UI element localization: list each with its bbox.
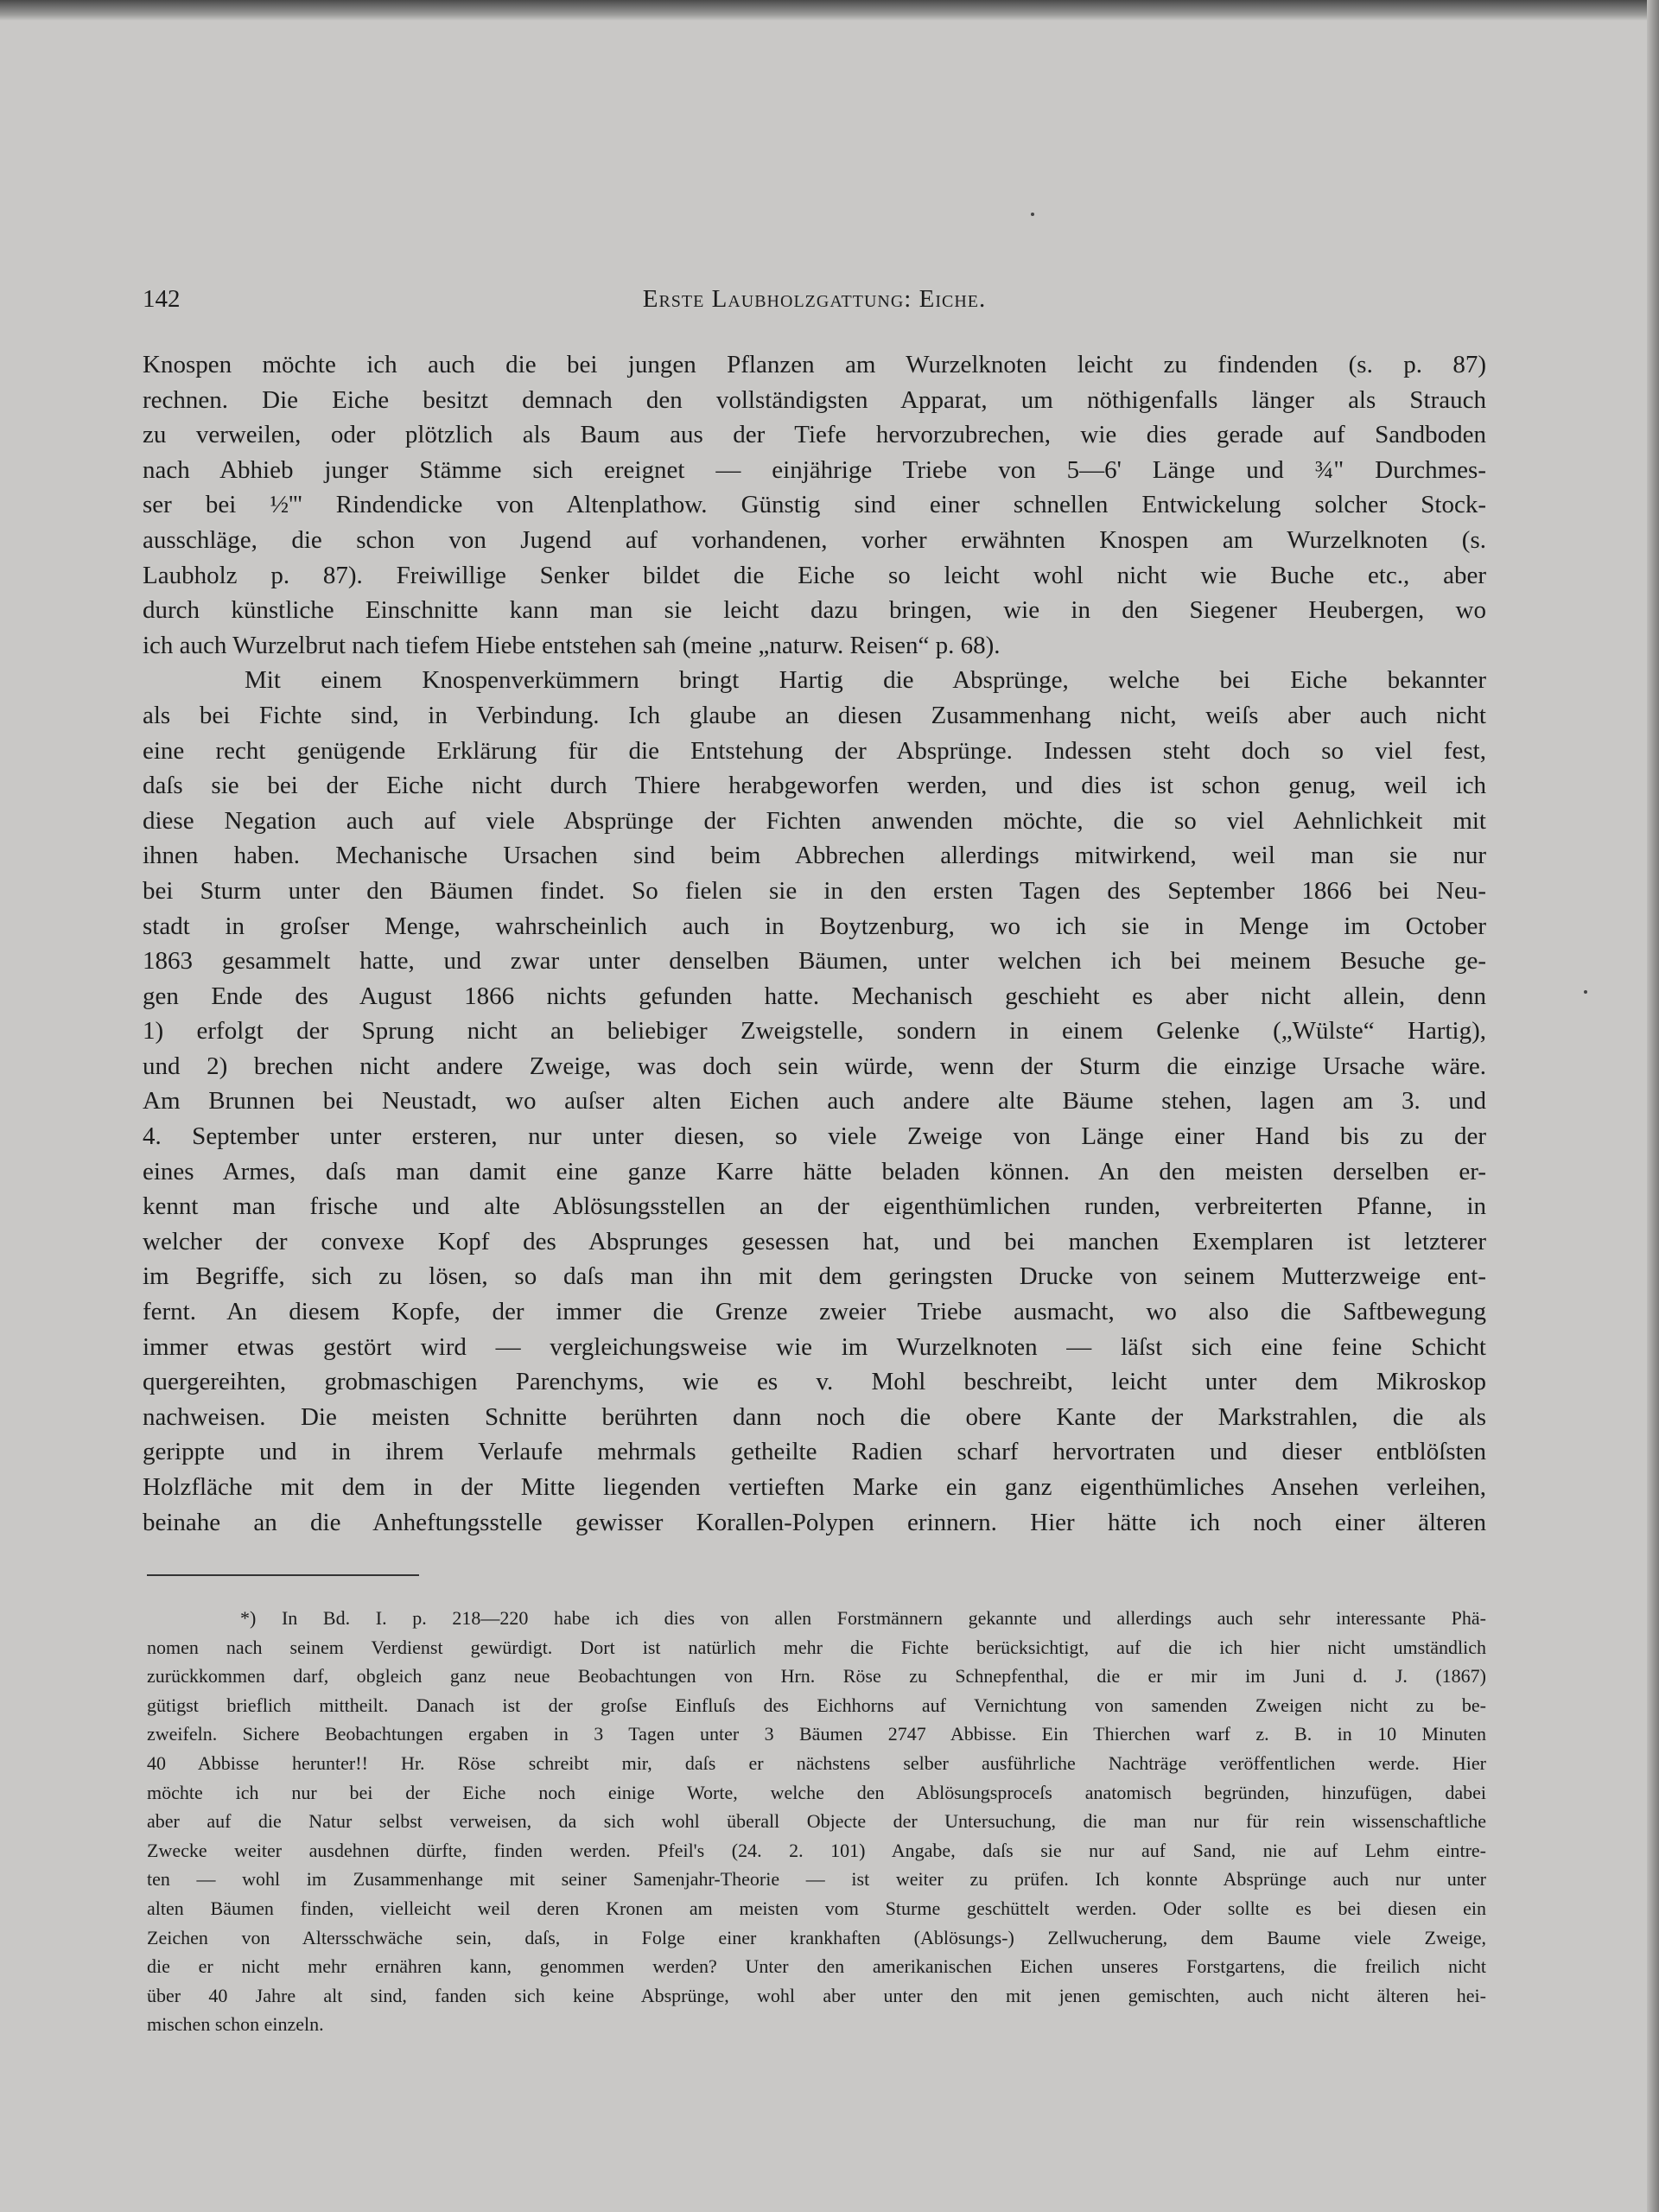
text-line: fernt. An diesem Kopfe, der immer die Grenze zweier Triebe ausmacht, wo also die Saftbewegung — [143, 1298, 1486, 1326]
text-line: durch künstliche Einschnitte kann man sie leicht dazu bringen, wie in den Siegener Heubergen, wo — [143, 596, 1486, 625]
text-line: welcher der convexe Kopf des Absprunges gesessen hat, und bei manchen Exemplaren ist letzterer — [143, 1227, 1486, 1255]
text-line: rechnen. Die Eiche besitzt demnach den vollständigsten Apparat, um nöthigenfalls länger als Strauch — [143, 385, 1486, 414]
text-line: Laubholz p. 87). Freiwillige Senker bildet die Eiche so leicht wohl nicht wie Buche etc., aber — [143, 561, 1486, 589]
text-line: 1) erfolgt der Sprung nicht an beliebiger Zweigstelle, sondern in einem Gelenke („Wülste“ Hartig), — [143, 1017, 1486, 1046]
footnote-line: *) In Bd. I. p. 218—220 habe ich dies von allen Forstmännern gekannte und allerdings auch sehr interessante Phä- — [240, 1607, 1486, 1629]
footnote-line: 40 Abbisse herunter!! Hr. Röse schreibt mir, daſs er nächstens selber ausführliche Nachträge veröffentlichen werde. Hier — [147, 1751, 1486, 1774]
text-line: Knospen möchte ich auch die bei jungen Pflanzen am Wurzelknoten leicht zu findenden (s. p. 87) — [143, 351, 1486, 378]
text-line: stadt in groſser Menge, wahrscheinlich auch in Boytzenburg, wo ich sie in Menge im October — [143, 912, 1486, 940]
text-line: als bei Fichte sind, in Verbindung. Ich glaube an diesen Zusammenhang nicht, weiſs aber auch nicht — [143, 701, 1486, 729]
footnote-line: alten Bäumen finden, vielleicht weil deren Kronen am meisten vom Sturme geschüttelt werden. Oder sollte es bei diesen ein — [147, 1897, 1486, 1919]
text-line: zu verweilen, oder plötzlich als Baum aus der Tiefe hervorzubrechen, wie dies gerade auf Sandboden — [143, 421, 1486, 449]
text-line: und 2) brechen nicht andere Zweige, was doch sein würde, wenn der Sturm die einzige Ursache wäre. — [143, 1052, 1486, 1080]
footnote-line: die er nicht mehr ernähren kann, genommen werden? Unter den amerikanischen Eichen unseres Forstgartens, die freilich nicht — [147, 1955, 1486, 1978]
text-line: ser bei ½''' Rindendicke von Altenplathow. Günstig sind einer schnellen Entwickelung solcher Stock- — [143, 491, 1486, 519]
footnote-text — [147, 1604, 1486, 2039]
text-line: 1863 gesammelt hatte, und zwar unter denselben Bäumen, unter welchen ich bei meinem Besuche ge- — [143, 947, 1486, 976]
footnote-line: ten — wohl im Zusammenhange mit seiner Samenjahr-Theorie — ist weiter zu prüfen. Ich konnte Absprünge auch nur unter — [147, 1868, 1486, 1891]
text-line: immer etwas gestört wird — vergleichungsweise wie im Wurzelknoten — läſst sich eine feine Schicht — [143, 1332, 1486, 1361]
text-line: im Begriffe, sich zu lösen, so daſs man ihn mit dem geringsten Drucke von seinem Mutterzweige ent- — [143, 1262, 1486, 1291]
text-line: ausschläge, die schon von Jugend auf vorhandenen, vorher erwähnten Knospen am Wurzelknoten (s. — [143, 525, 1486, 554]
text-line: gen Ende des August 1866 nichts gefunden hatte. Mechanisch geschieht es aber nicht allein, denn — [143, 982, 1486, 1010]
running-head: Erste Laubholzgattung: Eiche. — [642, 285, 987, 313]
scan-top-edge — [0, 0, 1659, 21]
footnote-line: Zwecke weiter ausdehnen dürfte, finden werden. Pfeil's (24. 2. 101) Angabe, daſs sie nur auf Sand, nie auf Lehm eintre- — [147, 1839, 1486, 1861]
text-line: daſs sie bei der Eiche nicht durch Thiere herabgeworfen werden, und dies ist schon genug, weil ich — [143, 772, 1486, 800]
text-line: eine recht genügende Erklärung für die Entstehung der Absprünge. Indessen steht doch so viel fest, — [143, 736, 1486, 765]
text-line: ihnen haben. Mechanische Ursachen sind beim Abbrechen allerdings mitwirkend, weil man sie nur — [143, 842, 1486, 870]
scan-speck — [1584, 990, 1587, 994]
text-line: 4. September unter ersteren, nur unter diesen, so viele Zweige von Länge einer Hand bis zu der — [143, 1122, 1486, 1151]
text-line: quergereihten, grobmaschigen Parenchyms, wie es v. Mohl beschreibt, leicht unter dem Mikroskop — [143, 1368, 1486, 1396]
footnote-line: nomen nach seinem Verdienst gewürdigt. Dort ist natürlich mehr die Fichte berücksichtigt, auf die ich hier nicht umständlich — [147, 1636, 1486, 1658]
text-line: beinahe an die Anheftungsstelle gewisser Korallen-Polypen erinnern. Hier hätte ich noch einer älteren — [143, 1508, 1486, 1536]
footnote-line: Zeichen von Altersschwäche sein, daſs, in Folge einer krankhaften (Ablösungs-) Zellwucherung, dem Baume viele Zweige, — [147, 1926, 1486, 1948]
text-line: kennt man frische und alte Ablösungsstellen an der eigenthümlichen runden, verbreiterten Pfanne, in — [143, 1192, 1486, 1221]
page-number: 142 — [143, 285, 181, 313]
text-line: nachweisen. Die meisten Schnitte berührten dann noch die obere Kante der Markstrahlen, die als — [143, 1402, 1486, 1431]
footnote-line: mischen schon einzeln. — [147, 2013, 324, 2036]
text-line: nach Abhieb junger Stämme sich ereignet — einjährige Triebe von 5—6' Länge und ¾" Durchmes- — [143, 455, 1486, 484]
text-line: Am Brunnen bei Neustadt, wo auſser alten Eichen auch andere alte Bäume stehen, lagen am 3. und — [143, 1087, 1486, 1116]
text-line: bei Sturm unter den Bäumen findet. So fielen sie in den ersten Tagen des September 1866 bei Neu- — [143, 876, 1486, 905]
footnote-line: zweifeln. Sichere Beobachtungen ergaben in 3 Tagen unter 3 Bäumen 2747 Abbisse. Ein Thierchen warf z. B. in 10 Minuten — [147, 1723, 1486, 1745]
footnote-line: gütigst brieflich mittheilt. Danach ist der groſse Einfluſs des Eichhorns auf Vernichtung von samenden Zweigen nicht zu be- — [147, 1694, 1486, 1716]
text-line: gerippte und in ihrem Verlaufe mehrmals getheilte Radien scharf hervortraten und dieser entblöſsten — [143, 1438, 1486, 1466]
main-text — [143, 347, 1486, 1540]
footnote-line: über 40 Jahre alt sind, fanden sich keine Absprünge, wohl aber unter den mit jenen gemischten, auch nicht älteren hei- — [147, 1984, 1486, 2006]
scan-speck — [1031, 213, 1034, 216]
footnote-line: möchte ich nur bei der Eiche noch einige Worte, welche den Ablösungsproceſs anatomisch begründen, hinzufügen, dabei — [147, 1781, 1486, 1803]
footnote-line: zurückkommen darf, obgleich ganz neue Beobachtungen von Hrn. Röse zu Schnepfenthal, die er mir im Juni d. J. (1867) — [147, 1665, 1486, 1688]
text-line: ich auch Wurzelbrut nach tiefem Hiebe entstehen sah (meine „naturw. Reisen“ p. 68). — [143, 631, 1001, 659]
scan-right-edge — [1647, 0, 1659, 2212]
text-line: Mit einem Knospenverkümmern bringt Hartig die Absprünge, welche bei Eiche bekannter — [245, 666, 1486, 695]
footnote-line: aber auf die Natur selbst verweisen, da sich wohl überall Objecte der Untersuchung, die man nur für rein wissenschaftliche — [147, 1810, 1486, 1833]
text-line: diese Negation auch auf viele Absprünge der Fichten anwenden möchte, die so viel Aehnlichkeit mit — [143, 806, 1486, 835]
page-header — [143, 285, 1486, 320]
text-line: Holzfläche mit dem in der Mitte liegenden vertieften Marke ein ganz eigenthümliches Ansehen verleihen, — [143, 1473, 1486, 1501]
footnote-separator — [147, 1574, 419, 1576]
text-line: eines Armes, daſs man damit eine ganze Karre hätte beladen können. An den meisten derselben er- — [143, 1157, 1486, 1185]
